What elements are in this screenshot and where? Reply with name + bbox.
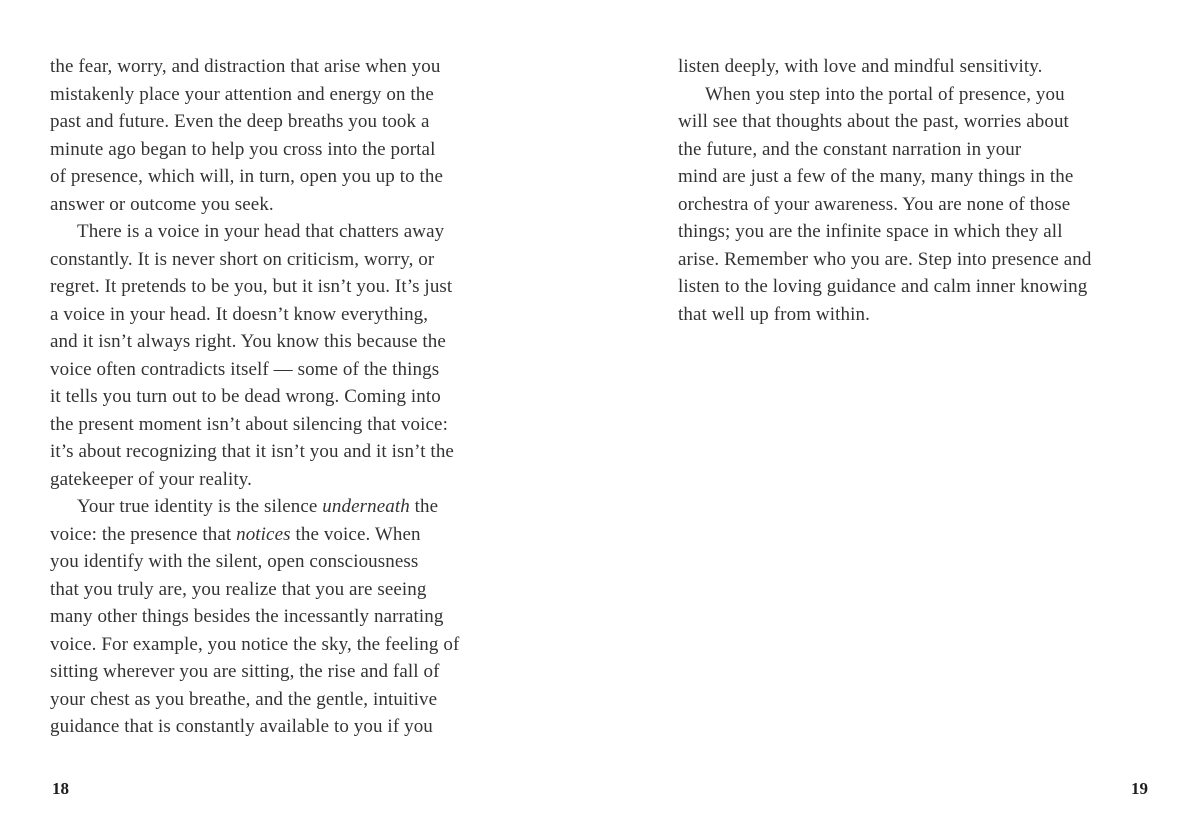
text-segment: When you step into the portal of presence, you [705, 83, 1065, 105]
text-segment: things; you are the infinite space in which they all [678, 221, 1063, 242]
text-line [50, 713, 530, 741]
text-line [50, 631, 530, 659]
right-page [600, 0, 1200, 829]
text-segment: constantly. It is never short on criticism, worry, or [50, 248, 435, 270]
text-segment: regret. It pretends to be you, but it isn’t you. It’s just [50, 276, 453, 297]
text-segment: answer or outcome you seek. [50, 193, 274, 215]
text-line [50, 521, 530, 549]
text-segment: minute ago began to help you cross into the portal [50, 138, 436, 160]
text-line [50, 576, 530, 604]
text-line [50, 383, 530, 411]
text-line [50, 53, 530, 81]
right-page-number: 19 [1131, 779, 1148, 798]
text-line [50, 603, 530, 631]
text-segment: past and future. Even the deep breaths you took a [50, 111, 430, 132]
text-segment: voice often contradicts itself — some of the things [50, 358, 440, 380]
text-segment: arise. Remember who you are. Step into presence and [678, 248, 1092, 270]
text-line [50, 108, 530, 136]
text-line [50, 438, 530, 466]
text-line [50, 246, 530, 274]
left-page-number: 18 [52, 779, 69, 798]
text-segment: mind are just a few of the many, many things in the [678, 166, 1074, 187]
text-segment: will see that thoughts about the past, worries about [678, 111, 1069, 132]
text-segment: Your true identity is the silence [77, 496, 323, 517]
text-line [50, 493, 530, 521]
text-line [678, 273, 1168, 301]
text-line [678, 191, 1168, 219]
text-segment: that well up from within. [678, 303, 870, 325]
text-line [678, 246, 1168, 274]
text-line [678, 108, 1168, 136]
text-line [50, 466, 530, 494]
text-line [50, 191, 530, 219]
text-line [50, 356, 530, 384]
text-segment: it tells you turn out to be dead wrong. Coming into [50, 386, 441, 407]
right-page-text [678, 53, 1168, 328]
text-segment: the fear, worry, and distraction that arise when you [50, 56, 441, 77]
text-segment: many other things besides the incessantly narrating [50, 606, 444, 627]
text-line [50, 301, 530, 329]
text-segment: gatekeeper of your reality. [50, 468, 252, 490]
text-segment: listen to the loving guidance and calm inner knowing [678, 276, 1088, 297]
text-segment: it’s about recognizing that it isn’t you and it isn’t the [50, 441, 454, 462]
text-segment: guidance that is constantly available to you if you [50, 716, 433, 737]
text-segment: voice. For example, you notice the sky, the feeling of [50, 633, 460, 655]
text-line [50, 273, 530, 301]
text-line [50, 411, 530, 439]
text-line [678, 136, 1168, 164]
emphasized-text: notices [236, 523, 291, 545]
text-line [50, 686, 530, 714]
text-segment: the voice. When [290, 523, 421, 545]
text-line [50, 328, 530, 356]
emphasized-text: underneath [322, 496, 410, 517]
text-line [50, 218, 530, 246]
text-line [50, 548, 530, 576]
text-segment: that you truly are, you realize that you are seeing [50, 578, 427, 600]
text-line [678, 218, 1168, 246]
text-segment: orchestra of your awareness. You are none of those [678, 193, 1071, 215]
text-segment: There is a voice in your head that chatters away [77, 221, 445, 242]
text-segment: the [409, 496, 439, 517]
text-segment: sitting wherever you are sitting, the rise and fall of [50, 661, 440, 682]
text-segment: and it isn’t always right. You know this because the [50, 331, 446, 352]
text-line [50, 658, 530, 686]
text-segment: voice: the presence that [50, 523, 237, 545]
text-segment: of presence, which will, in turn, open you up to the [50, 166, 444, 187]
text-segment: you identify with the silent, open consciousness [50, 551, 419, 572]
text-line [50, 136, 530, 164]
text-line [678, 163, 1168, 191]
text-segment: mistakenly place your attention and energy on the [50, 83, 434, 105]
text-segment: listen deeply, with love and mindful sensitivity. [678, 56, 1043, 77]
text-segment: the future, and the constant narration in your [678, 138, 1022, 160]
left-page-text [50, 53, 530, 741]
text-line [50, 163, 530, 191]
text-line [678, 53, 1168, 81]
text-segment: the present moment isn’t about silencing that voice: [50, 413, 448, 435]
text-line [678, 81, 1168, 109]
text-line [678, 301, 1168, 329]
text-line [50, 81, 530, 109]
text-segment: a voice in your head. It doesn’t know everything, [50, 303, 429, 325]
text-segment: your chest as you breathe, and the gentle, intuitive [50, 688, 438, 710]
